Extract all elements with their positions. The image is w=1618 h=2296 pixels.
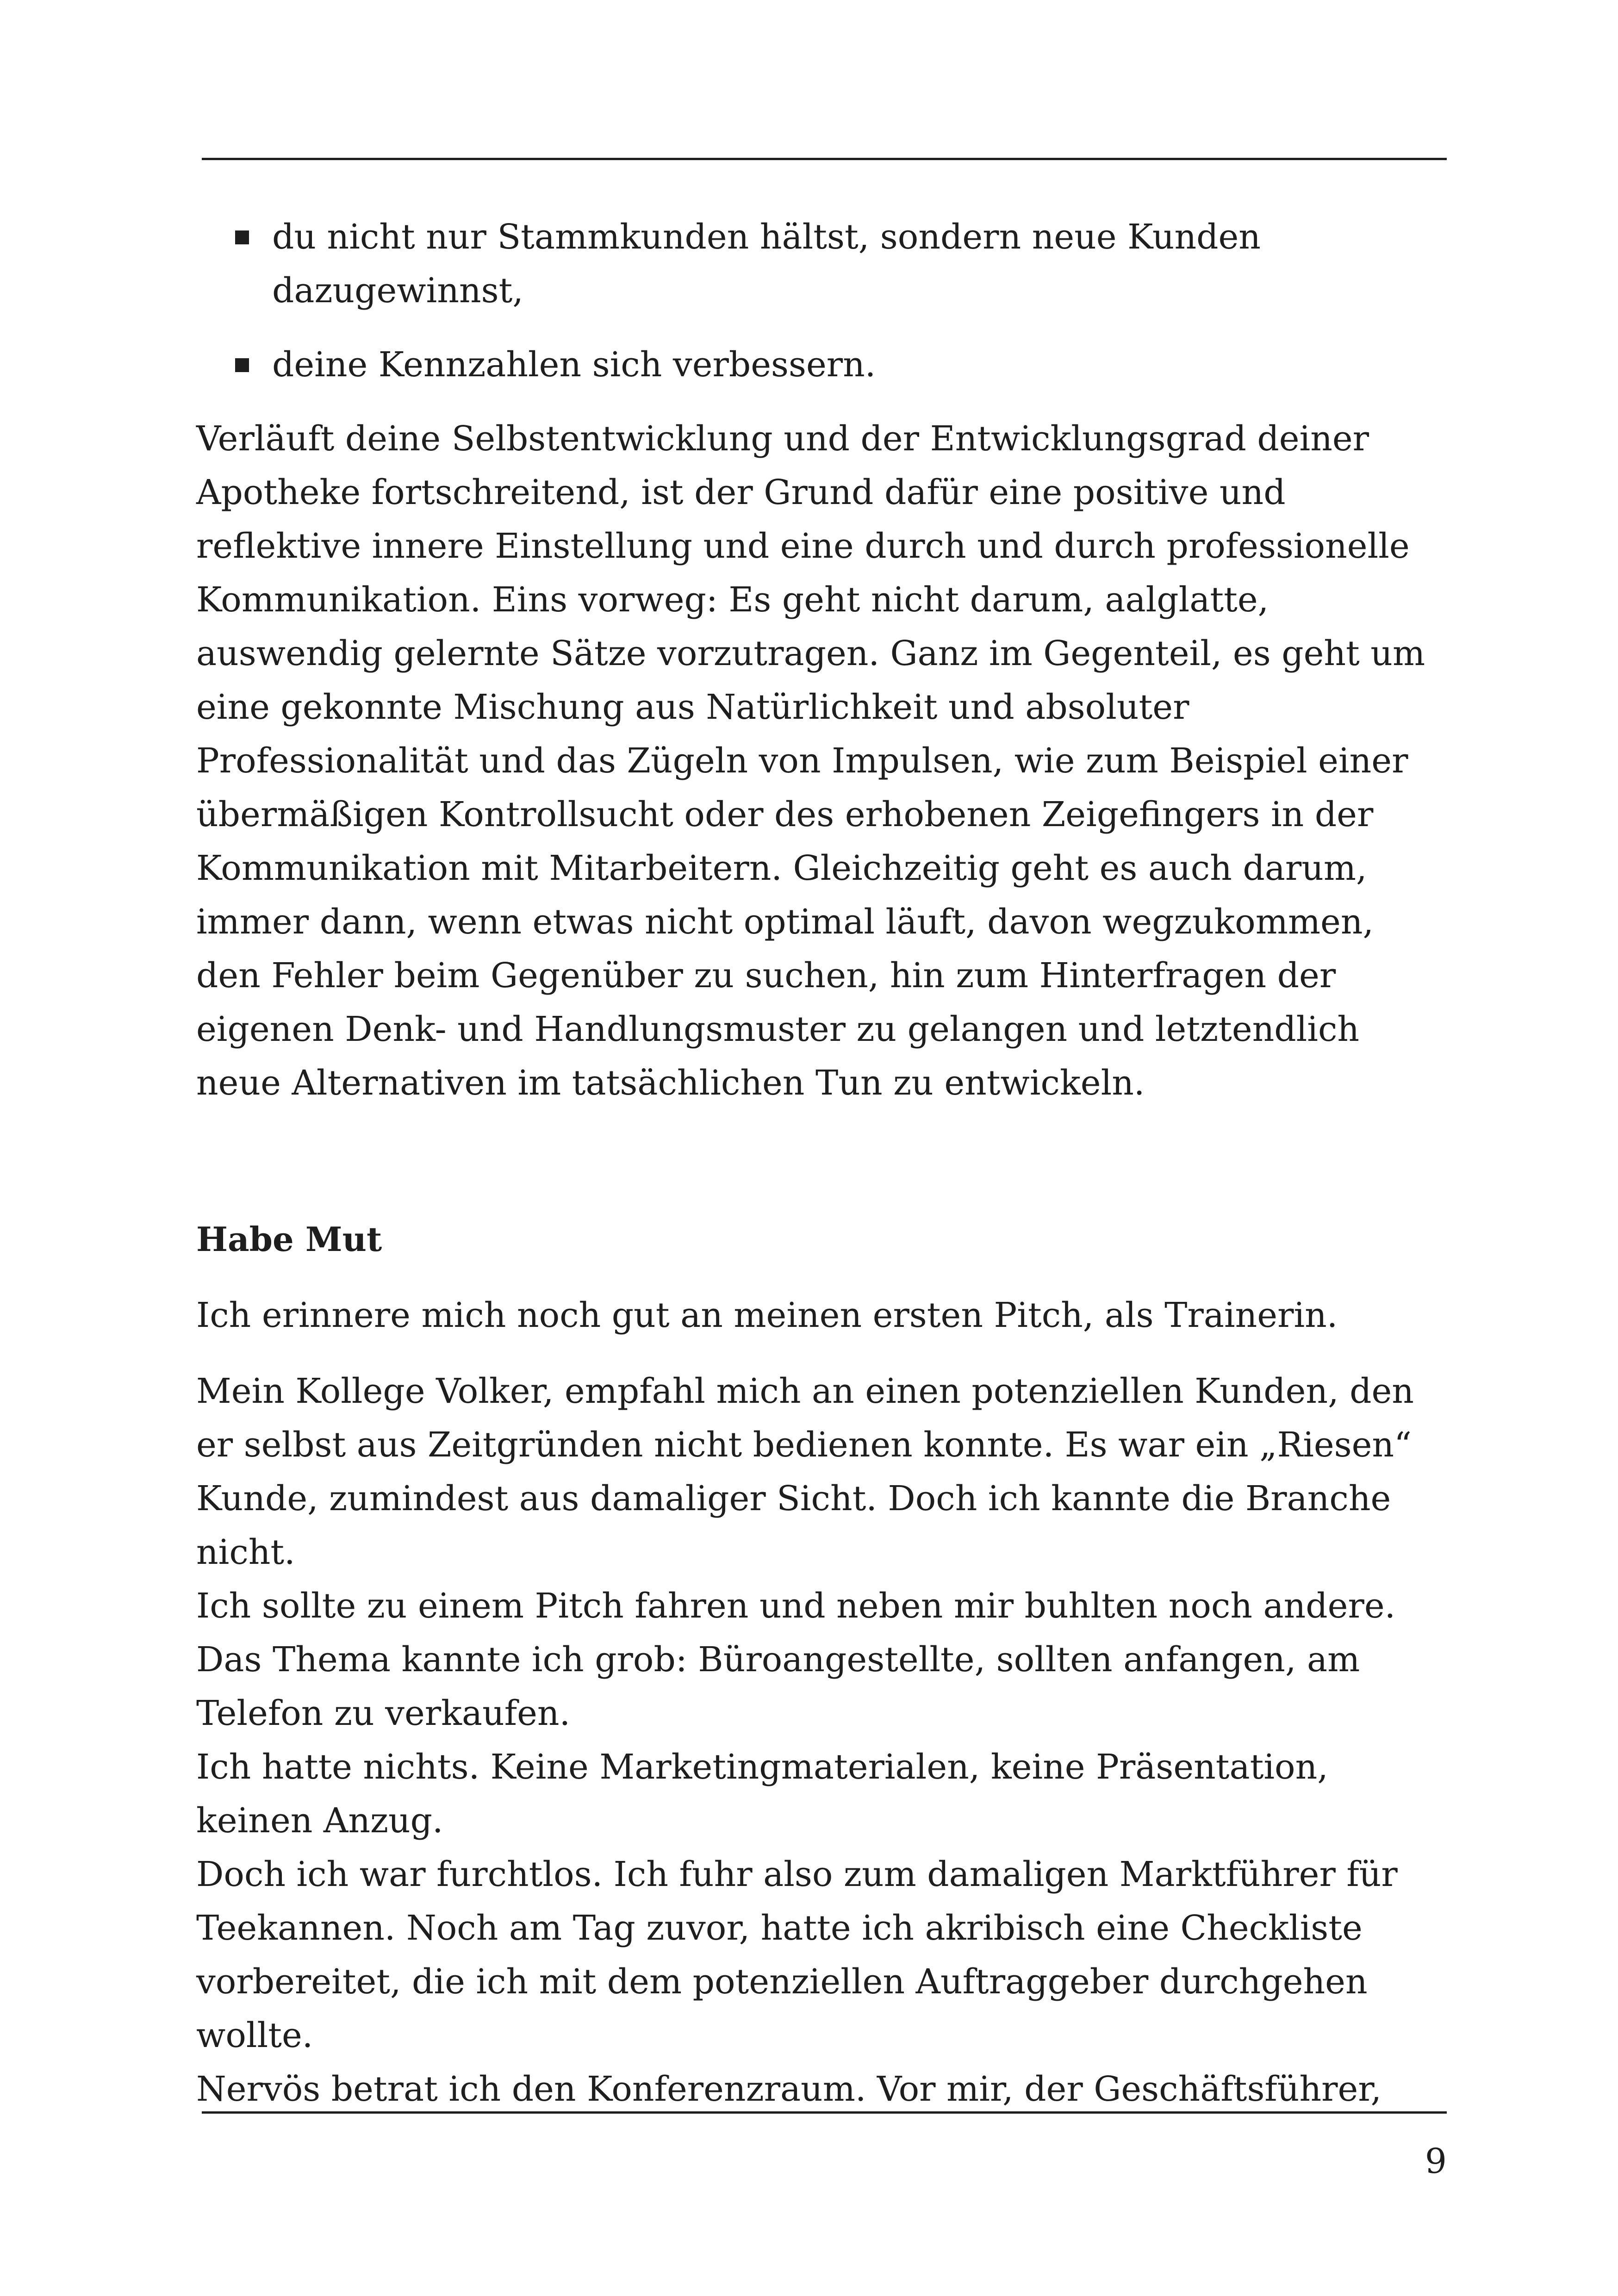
section-heading: Habe Mut <box>196 1220 382 1259</box>
intro-paragraph: Ich erinnere mich noch gut an meinen ersten Pitch, als Trainerin. <box>196 1295 1338 1335</box>
story-line: Ich hatte nichts. Keine Marketingmaterialen, keine Präsentation, keinen Anzug. <box>196 1747 1328 1841</box>
footer-rule <box>202 2111 1447 2114</box>
header-rule <box>202 158 1447 160</box>
bullet-list <box>196 210 1441 392</box>
story-line: Mein Kollege Volker, empfahl mich an einen potenziellen Kunden, den er selbst aus Zeitgründen nicht bedienen konnte. Es war ein „Riesen“ Kunde, zumindest aus damaliger Sicht. Doch ich kannte die Branche nicht. <box>196 1371 1414 1572</box>
story-paragraph <box>196 1364 1441 2116</box>
bullet-item <box>196 338 1441 392</box>
bullet-text: deine Kennzahlen sich verbessern. <box>272 345 876 385</box>
page-body <box>196 210 1441 2116</box>
story-line: Nervös betrat ich den Konferenzraum. Vor mir, der Geschäftsführer, <box>196 2069 1382 2109</box>
bullet-text: du nicht nur Stammkunden hältst, sondern neue Kunden dazugewinnst, <box>272 217 1261 311</box>
story-line: Ich sollte zu einem Pitch fahren und neben mir buhlten noch andere. Das Thema kannte ich grob: Büroangestellte, sollten anfangen, am Telefon zu verkaufen. <box>196 1586 1396 1733</box>
story-line: Doch ich war furchtlos. Ich fuhr also zum damaligen Marktführer für Teekannen. Noch am Tag zuvor, hatte ich akribisch eine Checkliste vorbereitet, die ich mit dem potenziellen Auftraggeber durchgehen wollte. <box>196 1854 1398 2055</box>
square-bullet-icon <box>235 230 249 244</box>
square-bullet-icon <box>235 358 249 372</box>
page-number: 9 <box>1425 2141 1447 2181</box>
body-paragraph: Verläuft deine Selbstentwicklung und der Entwicklungsgrad deiner Apotheke fortschreitend, ist der Grund dafür eine positive und reflektive innere Einstellung und eine durch und durch professionelle Kommunikation. Eins vorweg: Es geht nicht darum, aalglatte, auswendig gelernte Sätze vorzutragen. Ganz im Gegenteil, es geht um eine gekonnte Mischung aus Natürlichkeit und absoluter Professionalität und das Zügeln von Impulsen, wie zum Beispiel einer übermäßigen Kontrollsucht oder des erhobenen Zeigefingers in der Kommunikation mit Mitarbeitern. Gleichzeitig geht es auch darum, immer dann, wenn etwas nicht optimal läuft, davon wegzukommen, den Fehler beim Gegenüber zu suchen, hin zum Hinterfragen der eigenen Denk- und Handlungsmuster zu gelangen und letztendlich neue Alternativen im tatsächlichen Tun zu entwickeln. <box>196 419 1425 1103</box>
bullet-item <box>196 210 1441 317</box>
